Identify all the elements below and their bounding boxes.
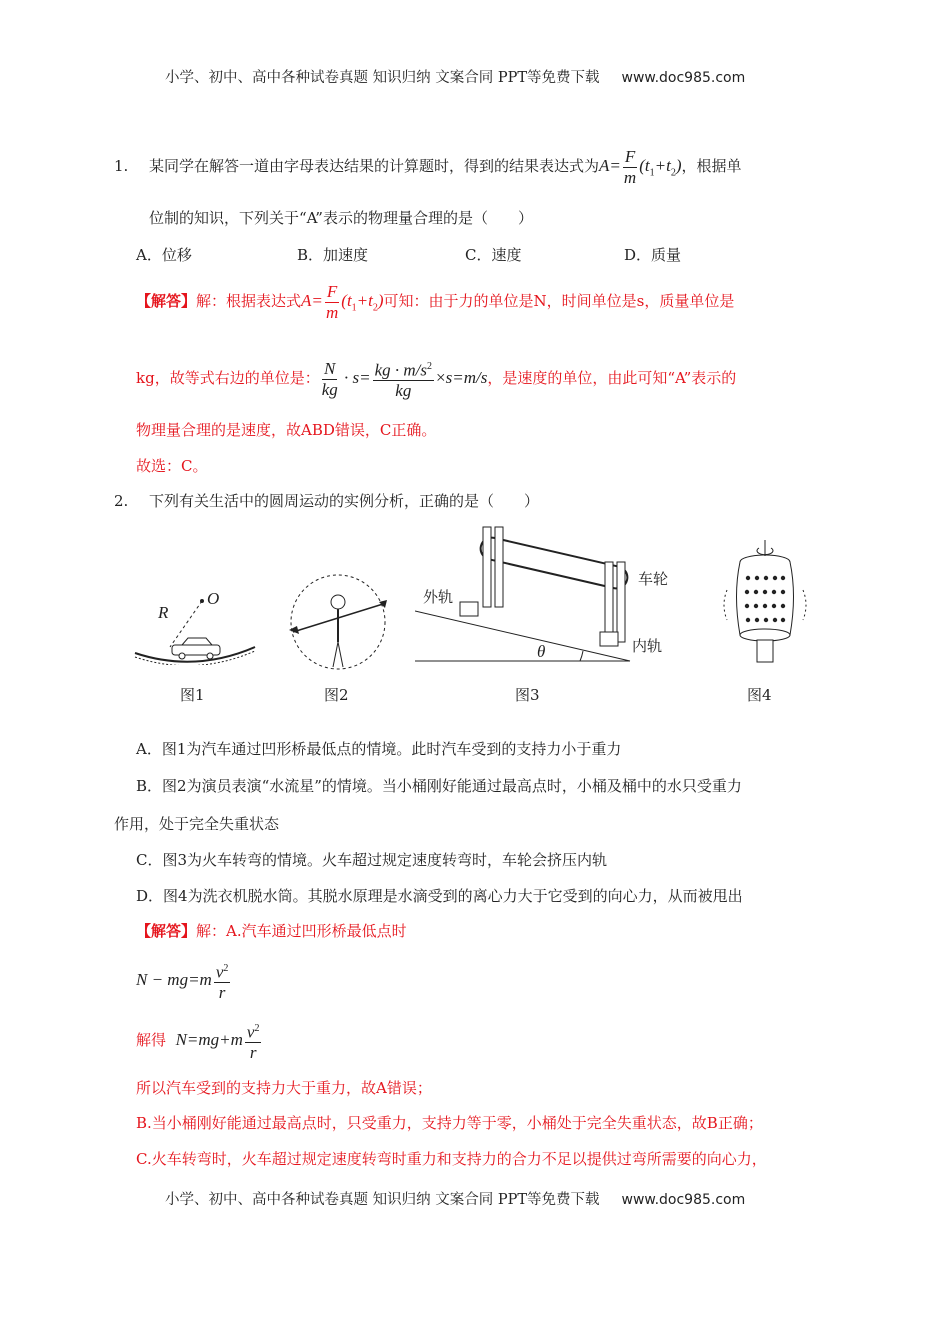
q1-stem — [149, 143, 742, 196]
q1-answer-line3: 物理量合理的是速度，故ABD错误，C正确。 — [136, 421, 437, 439]
q2-number: 2. — [114, 492, 129, 510]
q2-option-d: D．图4为洗衣机脱水筒。其脱水原理是水滴受到的离心力大于它受到的向心力，从而被甩出 — [136, 887, 743, 905]
q1-option-b: B．加速度 — [297, 246, 369, 264]
page-footer — [165, 1190, 745, 1210]
q1-answer-line1 — [136, 278, 734, 331]
q1-number: 1. — [114, 157, 129, 175]
figure-2-water-meteor — [283, 572, 393, 672]
q2-answer-line4: C.火车转弯时，火车超过规定速度转弯时重力和支持力的合力不足以提供过弯所需要的向心力， — [136, 1150, 767, 1168]
figure-4-caption: 图4 — [747, 686, 772, 704]
q2-option-c: C．图3为火车转弯的情境。火车超过规定速度转弯时，车轮会挤压内轨 — [136, 851, 608, 869]
answer-tag: 【解答】 — [136, 922, 197, 940]
solve-label: 解得 — [136, 1031, 167, 1049]
answer-text: 解：A.汽车通过凹形桥最低点时 — [196, 922, 407, 940]
figure-1-concave-bridge — [130, 585, 260, 665]
figure-2-caption: 图2 — [324, 686, 349, 704]
q1-stem-text-2: ，根据单 — [681, 157, 742, 175]
figure-1-caption: 图1 — [180, 686, 205, 704]
fig1-label-r: R — [158, 603, 169, 622]
q2-answer-line2: 所以汽车受到的支持力大于重力，故A错误； — [136, 1079, 432, 1097]
q2-option-a: A．图1为汽车通过凹形桥最低点的情境。此时汽车受到的支持力小于重力 — [136, 740, 622, 758]
answer-text: 解：根据表达式 — [196, 292, 302, 310]
header-text: 小学、初中、高中各种试卷真题 知识归纳 文案合同 PPT等免费下载 — [165, 70, 600, 86]
answer-text-2: 可知：由于力的单位是N，时间单位是s，质量单位是 — [383, 292, 735, 310]
q2-answer-line1 — [136, 921, 407, 941]
q2-answer-line3: B.当小桶刚好能通过最高点时，只受重力，支持力等于零，小桶处于完全失重状态，故B正确； — [136, 1114, 763, 1132]
q1-answer-line2 — [136, 355, 736, 401]
q1-stem-text: 某同学在解答一道由字母表达结果的计算题时，得到的结果表达式为 — [149, 157, 600, 175]
unit-formula: $\frac{N}{kg}$ · s= $\frac{kg \cdot m/s^2}{kg}$ ×s=m/s — [321, 358, 488, 401]
figure-3-caption: 图3 — [515, 686, 540, 704]
fig3-label-outer-rail: 外轨 — [423, 588, 454, 606]
answer-tag: 【解答】 — [136, 292, 197, 310]
q1-stem-cont: 位制的知识，下列关于“A”表示的物理量合理的是（ ） — [149, 209, 533, 227]
equation-solved: 解得 N=mg+m $\frac{v^2}{r}$ — [136, 1017, 263, 1063]
q1-option-d: D．质量 — [624, 246, 682, 264]
q2-option-b: B．图2为演员表演“水流星”的情境。当小桶刚好能通过最高点时，小桶及桶中的水只受重力 — [136, 777, 742, 795]
figure-4-washer-drum — [715, 540, 815, 668]
q1-answer-choice: 故选：C。 — [136, 457, 208, 475]
answer-formula: A= $\frac{F}{m}$ $(t_1+t_2)$ — [301, 281, 384, 322]
fig3-label-inner-rail: 内轨 — [632, 637, 663, 655]
fig3-label-theta: θ — [537, 642, 546, 661]
answer-text-3: kg，故等式右边的单位是： — [136, 369, 320, 387]
page-header — [165, 68, 745, 88]
footer-text: 小学、初中、高中各种试卷真题 知识归纳 文案合同 PPT等免费下载 — [165, 1192, 600, 1208]
q1-option-a: A．位移 — [136, 246, 192, 264]
q1-formula: A= $\frac{F}{m}$ $(t_1+t_2)$ — [599, 146, 682, 187]
answer-text-4: ，是速度的单位，由此可知“A”表示的 — [487, 369, 737, 387]
header-url: www.doc985.com — [621, 70, 746, 86]
equation-newton: N − mg=m $\frac{v^2}{r}$ — [136, 957, 232, 1003]
fig3-label-wheel: 车轮 — [638, 570, 669, 588]
q2-stem: 下列有关生活中的圆周运动的实例分析，正确的是（ ） — [149, 492, 540, 510]
q1-option-c: C．速度 — [465, 246, 522, 264]
footer-url: www.doc985.com — [621, 1192, 746, 1208]
q2-option-b-cont: 作用，处于完全失重状态 — [114, 815, 280, 833]
fig1-label-o: O — [207, 589, 220, 608]
